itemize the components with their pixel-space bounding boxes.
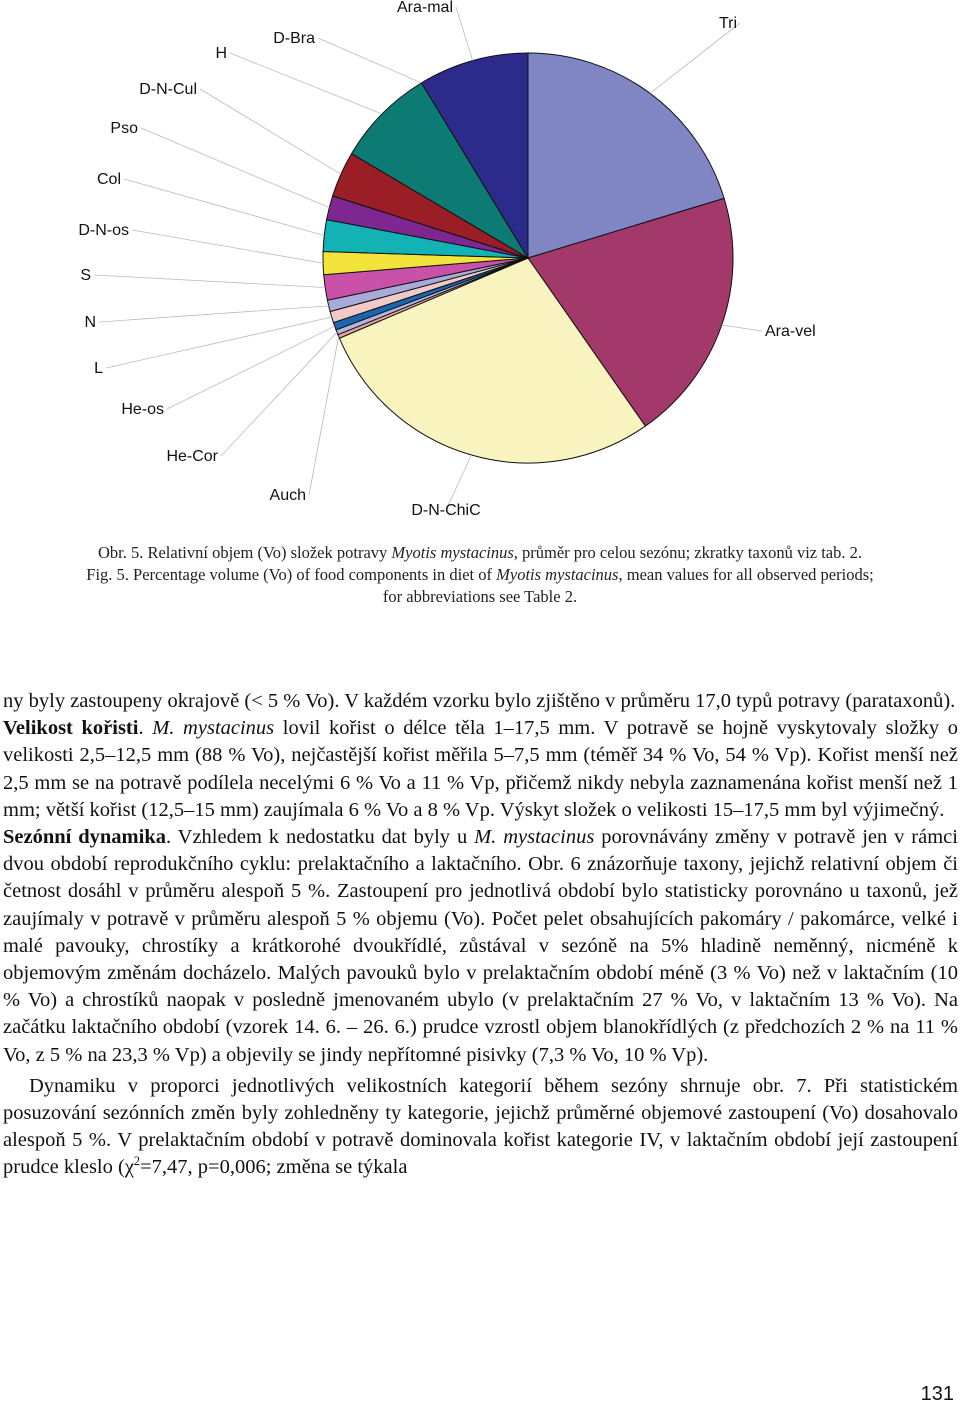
leader-line-s <box>94 275 325 288</box>
leader-line-n <box>99 306 329 322</box>
pie-label-he-os: He-os <box>121 401 164 418</box>
leader-line-ara-vel <box>722 325 762 331</box>
pie-label-auch: Auch <box>269 487 306 504</box>
paragraph-size-dynamics: Dynamiku v proporci jednotlivých velikostních kategorií během sezóny shrnuje obr. 7. Při statistickém posuzování sezónních změn byly zohledněny ty kategorie, jejichž průměrné objemové zastoupení (Vo) dosahovalo alespoň 5 %. V prelaktačním období v potravě dominovala kořist kategorie IV, v laktačním období její zastoupení prudce kleslo ($\chi^2=7,47$, p=0,006; změna se týkala <box>3 1074 958 1179</box>
leader-line-ara-mal <box>456 7 473 61</box>
pie-label-ara-mal: Ara-mal <box>396 0 453 16</box>
leader-line-h <box>230 53 382 114</box>
pie-label-d-n-chic: D-N-ChiC <box>411 502 481 519</box>
pie-label-l: L <box>94 360 103 377</box>
leader-line-col <box>124 179 324 236</box>
pie-label-col: Col <box>96 171 121 188</box>
caption-english: Fig. 5. Percentage volume (Vo) of food components in diet of Myotis mystacinus, mean values for all observed periods; <box>86 565 874 584</box>
caption-czech: Obr. 5. Relativní objem (Vo) složek potravy Myotis mystacinus, průměr pro celou sezónu; zkratky taxonů viz tab. 2. <box>97 543 863 562</box>
pie-label-d-n-os: D-N-os <box>78 222 129 239</box>
pie-label-d-bra: D-Bra <box>273 30 315 47</box>
pie-label-ara-vel: Ara-vel <box>765 323 816 340</box>
leader-line-tri <box>650 23 740 93</box>
pie-label-pso: Pso <box>110 120 138 137</box>
paragraph-prey-size: Velikost kořisti. M. mystacinus lovil kořist o délce těla 1–17,5 mm. V potravě se hojně vyskytovaly složky o velikosti 2,5–12,5 mm (88 % Vo), nejčastější kořist měřila 5–7,5 mm (téměř 34 % Vo, 54 % Vp). Kořist menší než 2,5 mm se na potravě podílela necelými 6 % Vo a 11 % Vp, přičemž nikdy nebyla zaznamenána kořist menší než 1 mm; větší kořist (12,5–15 mm) zaujímala 6 % Vo a 8 % Vp. Výskyt složek o velikosti 15–17,5 mm byl výjimečný. <box>3 717 958 821</box>
pie-label-n: N <box>84 314 96 331</box>
figure-caption <box>0 542 960 608</box>
pie-label-d-n-cul: D-N-Cul <box>139 81 197 98</box>
paragraph-seasonal-dynamics: Sezónní dynamika. Vzhledem k nedostatku dat byly u M. mystacinus porovnávány změny v potravě jen v rámci dvou období reprodukčního cyklu: prelaktačního a laktačního. Obr. 6 znázorňuje taxony, jejichž relativní objem či četnost dosáhl v průměru alespoň 5 %. Zastoupení pro jednotlivá období bylo statisticky porovnáno u taxonů, jež zaujímaly v potravě v průměru alespoň 5 % objemu (Vo). Počet pelet obsahujících pakomáry / pakomárce, velké i malé pavouky, chrostíky a krátkorohé dvoukřídlé, zůstával v sezóně na 5% hladině neměnný, nicméně k objemovým změnám docházelo. Malých pavouků bylo v prelaktačním období méně (3 % Vo) než v laktačním (10 % Vo) a chrostíků naopak v posledně jmenovaném ubylo (v prelaktačním 27 % Vo, v laktačním 13 % Vo). Na začátku laktačního období (vzorek 14. 6. – 26. 6.) prudce vzrostl objem blanokřídlých (z předchozích 2 % na 11 % Vo, z 5 % na 23,3 % Vp) a objevily se jindy nepřítomné pisivky (7,3 % Vo, 10 % Vp). <box>3 826 958 1066</box>
pie-label-tri: Tri <box>718 15 737 32</box>
leader-line-d-n-cul <box>200 89 341 174</box>
pie-label-h: H <box>215 45 227 62</box>
page-number: 131 <box>920 1383 954 1405</box>
leader-line-d-bra <box>318 38 421 83</box>
body-text <box>3 688 958 1182</box>
pie-chart <box>0 0 960 540</box>
caption-english-line2: for abbreviations see Table 2. <box>382 587 578 606</box>
paragraph-1: ny byly zastoupeny okrajově (< 5 % Vo). V každém vzorku bylo zjištěno v průměru 17,0 typů potravy (parataxonů). <box>3 690 956 712</box>
leader-line-d-n-os <box>132 230 323 263</box>
leader-line-he-os <box>167 326 335 409</box>
pie-label-s: S <box>80 267 91 284</box>
pie-label-he-cor: He-Cor <box>166 448 218 465</box>
leader-line-pso <box>141 128 329 208</box>
leader-line-l <box>106 317 332 368</box>
leader-line-auch <box>309 337 339 496</box>
